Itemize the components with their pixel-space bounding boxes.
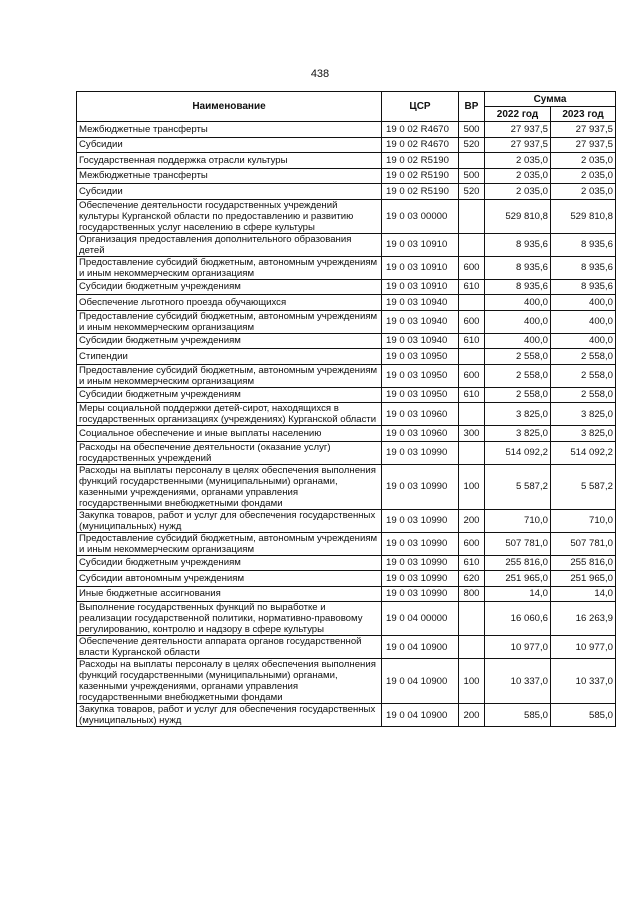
row-name-cell: Обеспечение льготного проезда обучающихся: [77, 295, 382, 311]
row-sum-2023-cell: 5 587,2: [551, 464, 616, 509]
row-sum-2023-cell: 514 092,2: [551, 441, 616, 464]
row-sum-2022-cell: 8 935,6: [485, 256, 551, 279]
row-sum-2023-cell: 8 935,6: [551, 279, 616, 295]
row-csr-cell: 19 0 02 R4670: [382, 137, 459, 153]
row-name-cell: Выполнение государственных функций по выработке и реализации государственной политики, нормативно-правовому регулированию, контролю и надзору в сфере культуры: [77, 602, 382, 636]
row-vr-cell: [459, 233, 485, 256]
table-row: [77, 659, 616, 704]
table-row: [77, 199, 616, 233]
row-sum-2023-cell: 14,0: [551, 586, 616, 602]
table-row: [77, 464, 616, 509]
row-vr-cell: [459, 403, 485, 426]
row-vr-cell: 620: [459, 571, 485, 587]
row-sum-2022-cell: 3 825,0: [485, 426, 551, 442]
row-csr-cell: 19 0 02 R5190: [382, 153, 459, 169]
row-sum-2023-cell: 2 558,0: [551, 387, 616, 403]
header-vr: ВР: [459, 92, 485, 122]
row-name-cell: Субсидии: [77, 184, 382, 200]
row-sum-2022-cell: 8 935,6: [485, 279, 551, 295]
row-sum-2023-cell: 27 937,5: [551, 122, 616, 138]
row-sum-2022-cell: 400,0: [485, 333, 551, 349]
table-row: [77, 137, 616, 153]
row-sum-2022-cell: 2 558,0: [485, 364, 551, 387]
row-sum-2022-cell: 2 558,0: [485, 349, 551, 365]
table-row: [77, 532, 616, 555]
table-row: [77, 153, 616, 169]
header-year-2023: 2023 год: [551, 107, 616, 122]
row-name-cell: Межбюджетные трансферты: [77, 168, 382, 184]
row-csr-cell: 19 0 03 10990: [382, 586, 459, 602]
table-row: [77, 426, 616, 442]
row-name-cell: Предоставление субсидий бюджетным, автономным учреждениям и иным некоммерческим организациям: [77, 532, 382, 555]
row-vr-cell: 300: [459, 426, 485, 442]
table-row: [77, 364, 616, 387]
row-vr-cell: 600: [459, 364, 485, 387]
row-sum-2023-cell: 400,0: [551, 333, 616, 349]
table-row: [77, 233, 616, 256]
table-row: [77, 168, 616, 184]
row-csr-cell: 19 0 03 10990: [382, 571, 459, 587]
row-sum-2023-cell: 2 558,0: [551, 349, 616, 365]
row-csr-cell: 19 0 03 10960: [382, 426, 459, 442]
table-row: [77, 333, 616, 349]
row-vr-cell: 200: [459, 704, 485, 727]
table-row: [77, 184, 616, 200]
row-sum-2022-cell: 10 337,0: [485, 659, 551, 704]
table-header: [77, 92, 616, 122]
header-csr: ЦСР: [382, 92, 459, 122]
row-sum-2023-cell: 400,0: [551, 310, 616, 333]
row-csr-cell: 19 0 03 10910: [382, 233, 459, 256]
row-csr-cell: 19 0 04 10900: [382, 659, 459, 704]
row-name-cell: Расходы на выплаты персоналу в целях обеспечения выполнения функций государственными (муниципальными) органами, казенными учреждениями, органами управления государственными внебюджетными фондами: [77, 464, 382, 509]
page-number: 438: [310, 68, 330, 80]
header-name: Наименование: [77, 92, 382, 122]
row-name-cell: Расходы на обеспечение деятельности (оказание услуг) государственных учреждений: [77, 441, 382, 464]
table-row: [77, 509, 616, 532]
row-csr-cell: 19 0 03 10910: [382, 279, 459, 295]
row-name-cell: Субсидии бюджетным учреждениям: [77, 333, 382, 349]
table-row: [77, 279, 616, 295]
row-sum-2023-cell: 2 035,0: [551, 153, 616, 169]
row-sum-2022-cell: 255 816,0: [485, 555, 551, 571]
row-name-cell: Обеспечение деятельности аппарата органов государственной власти Курганской области: [77, 636, 382, 659]
table-row: [77, 636, 616, 659]
row-sum-2022-cell: 710,0: [485, 509, 551, 532]
table-row: [77, 349, 616, 365]
row-csr-cell: 19 0 02 R5190: [382, 168, 459, 184]
row-vr-cell: 600: [459, 256, 485, 279]
row-csr-cell: 19 0 03 10990: [382, 532, 459, 555]
row-sum-2022-cell: 27 937,5: [485, 122, 551, 138]
row-name-cell: Предоставление субсидий бюджетным, автономным учреждениям и иным некоммерческим организациям: [77, 364, 382, 387]
row-vr-cell: [459, 153, 485, 169]
header-year-2022: 2022 год: [485, 107, 551, 122]
row-sum-2023-cell: 585,0: [551, 704, 616, 727]
row-sum-2022-cell: 585,0: [485, 704, 551, 727]
row-vr-cell: [459, 636, 485, 659]
row-csr-cell: 19 0 03 10910: [382, 256, 459, 279]
table-row: [77, 586, 616, 602]
row-sum-2022-cell: 10 977,0: [485, 636, 551, 659]
row-csr-cell: 19 0 04 00000: [382, 602, 459, 636]
row-vr-cell: [459, 199, 485, 233]
row-vr-cell: 610: [459, 333, 485, 349]
row-name-cell: Стипендии: [77, 349, 382, 365]
row-name-cell: Государственная поддержка отрасли культуры: [77, 153, 382, 169]
row-csr-cell: 19 0 02 R5190: [382, 184, 459, 200]
row-csr-cell: 19 0 03 10950: [382, 364, 459, 387]
row-csr-cell: 19 0 04 10900: [382, 636, 459, 659]
row-vr-cell: [459, 602, 485, 636]
row-name-cell: Предоставление субсидий бюджетным, автономным учреждениям и иным некоммерческим организациям: [77, 310, 382, 333]
header-sum: Сумма: [485, 92, 616, 107]
row-vr-cell: 520: [459, 184, 485, 200]
row-name-cell: Закупка товаров, работ и услуг для обеспечения государственных (муниципальных) нужд: [77, 704, 382, 727]
table-row: [77, 555, 616, 571]
row-csr-cell: 19 0 03 10990: [382, 509, 459, 532]
table-row: [77, 571, 616, 587]
row-csr-cell: 19 0 03 10950: [382, 387, 459, 403]
row-name-cell: Субсидии автономным учреждениям: [77, 571, 382, 587]
row-sum-2023-cell: 8 935,6: [551, 233, 616, 256]
row-name-cell: Предоставление субсидий бюджетным, автономным учреждениям и иным некоммерческим организациям: [77, 256, 382, 279]
row-sum-2023-cell: 27 937,5: [551, 137, 616, 153]
table-row: [77, 602, 616, 636]
table-row: [77, 256, 616, 279]
row-csr-cell: 19 0 03 10990: [382, 464, 459, 509]
row-csr-cell: 19 0 03 10940: [382, 295, 459, 311]
row-name-cell: Меры социальной поддержки детей-сирот, находящихся в государственных организациях (учреждениях) Курганской области: [77, 403, 382, 426]
row-sum-2023-cell: 251 965,0: [551, 571, 616, 587]
row-sum-2022-cell: 14,0: [485, 586, 551, 602]
row-sum-2023-cell: 3 825,0: [551, 426, 616, 442]
row-name-cell: Расходы на выплаты персоналу в целях обеспечения выполнения функций государственными (муниципальными) органами, казенными учреждениями, органами управления государственными внебюджетными фондами: [77, 659, 382, 704]
row-name-cell: Иные бюджетные ассигнования: [77, 586, 382, 602]
row-name-cell: Субсидии бюджетным учреждениям: [77, 387, 382, 403]
row-sum-2023-cell: 255 816,0: [551, 555, 616, 571]
row-name-cell: Организация предоставления дополнительного образования детей: [77, 233, 382, 256]
row-sum-2023-cell: 529 810,8: [551, 199, 616, 233]
row-csr-cell: 19 0 02 R4670: [382, 122, 459, 138]
row-sum-2022-cell: 529 810,8: [485, 199, 551, 233]
row-vr-cell: 200: [459, 509, 485, 532]
row-vr-cell: [459, 441, 485, 464]
row-sum-2023-cell: 2 035,0: [551, 184, 616, 200]
row-csr-cell: 19 0 03 10940: [382, 333, 459, 349]
row-vr-cell: 100: [459, 464, 485, 509]
row-sum-2022-cell: 16 060,6: [485, 602, 551, 636]
table-row: [77, 310, 616, 333]
row-csr-cell: 19 0 03 10960: [382, 403, 459, 426]
row-sum-2022-cell: 2 558,0: [485, 387, 551, 403]
table-row: [77, 387, 616, 403]
row-name-cell: Субсидии бюджетным учреждениям: [77, 279, 382, 295]
row-sum-2023-cell: 507 781,0: [551, 532, 616, 555]
row-sum-2022-cell: 507 781,0: [485, 532, 551, 555]
row-vr-cell: [459, 295, 485, 311]
table-row: [77, 403, 616, 426]
row-vr-cell: 610: [459, 279, 485, 295]
row-vr-cell: 500: [459, 122, 485, 138]
row-name-cell: Межбюджетные трансферты: [77, 122, 382, 138]
row-sum-2022-cell: 400,0: [485, 310, 551, 333]
row-csr-cell: 19 0 03 00000: [382, 199, 459, 233]
row-sum-2022-cell: 2 035,0: [485, 168, 551, 184]
row-sum-2022-cell: 2 035,0: [485, 153, 551, 169]
row-sum-2022-cell: 400,0: [485, 295, 551, 311]
table-row: [77, 441, 616, 464]
table-row: [77, 704, 616, 727]
row-sum-2022-cell: 251 965,0: [485, 571, 551, 587]
row-sum-2023-cell: 400,0: [551, 295, 616, 311]
row-sum-2023-cell: 2 035,0: [551, 168, 616, 184]
row-sum-2022-cell: 8 935,6: [485, 233, 551, 256]
row-vr-cell: 610: [459, 555, 485, 571]
row-sum-2022-cell: 5 587,2: [485, 464, 551, 509]
row-sum-2023-cell: 10 977,0: [551, 636, 616, 659]
row-sum-2022-cell: 3 825,0: [485, 403, 551, 426]
row-vr-cell: [459, 349, 485, 365]
row-vr-cell: 520: [459, 137, 485, 153]
row-vr-cell: 100: [459, 659, 485, 704]
row-name-cell: Социальное обеспечение и иные выплаты населению: [77, 426, 382, 442]
table-body: [77, 122, 616, 727]
row-vr-cell: 600: [459, 532, 485, 555]
row-sum-2023-cell: 2 558,0: [551, 364, 616, 387]
row-sum-2023-cell: 16 263,9: [551, 602, 616, 636]
row-name-cell: Обеспечение деятельности государственных учреждений культуры Курганской области по предоставлению и развитию государственных услуг населению в сфере культуры: [77, 199, 382, 233]
row-vr-cell: 500: [459, 168, 485, 184]
row-sum-2022-cell: 514 092,2: [485, 441, 551, 464]
row-sum-2023-cell: 8 935,6: [551, 256, 616, 279]
row-vr-cell: 800: [459, 586, 485, 602]
row-sum-2023-cell: 710,0: [551, 509, 616, 532]
row-csr-cell: 19 0 03 10940: [382, 310, 459, 333]
table-row: [77, 122, 616, 138]
row-csr-cell: 19 0 04 10900: [382, 704, 459, 727]
row-name-cell: Субсидии: [77, 137, 382, 153]
row-csr-cell: 19 0 03 10990: [382, 555, 459, 571]
row-sum-2023-cell: 10 337,0: [551, 659, 616, 704]
row-csr-cell: 19 0 03 10990: [382, 441, 459, 464]
row-name-cell: Закупка товаров, работ и услуг для обеспечения государственных (муниципальных) нужд: [77, 509, 382, 532]
row-csr-cell: 19 0 03 10950: [382, 349, 459, 365]
row-name-cell: Субсидии бюджетным учреждениям: [77, 555, 382, 571]
table-row: [77, 295, 616, 311]
row-sum-2022-cell: 27 937,5: [485, 137, 551, 153]
row-sum-2023-cell: 3 825,0: [551, 403, 616, 426]
budget-table: [76, 91, 616, 727]
row-vr-cell: 610: [459, 387, 485, 403]
row-sum-2022-cell: 2 035,0: [485, 184, 551, 200]
row-vr-cell: 600: [459, 310, 485, 333]
